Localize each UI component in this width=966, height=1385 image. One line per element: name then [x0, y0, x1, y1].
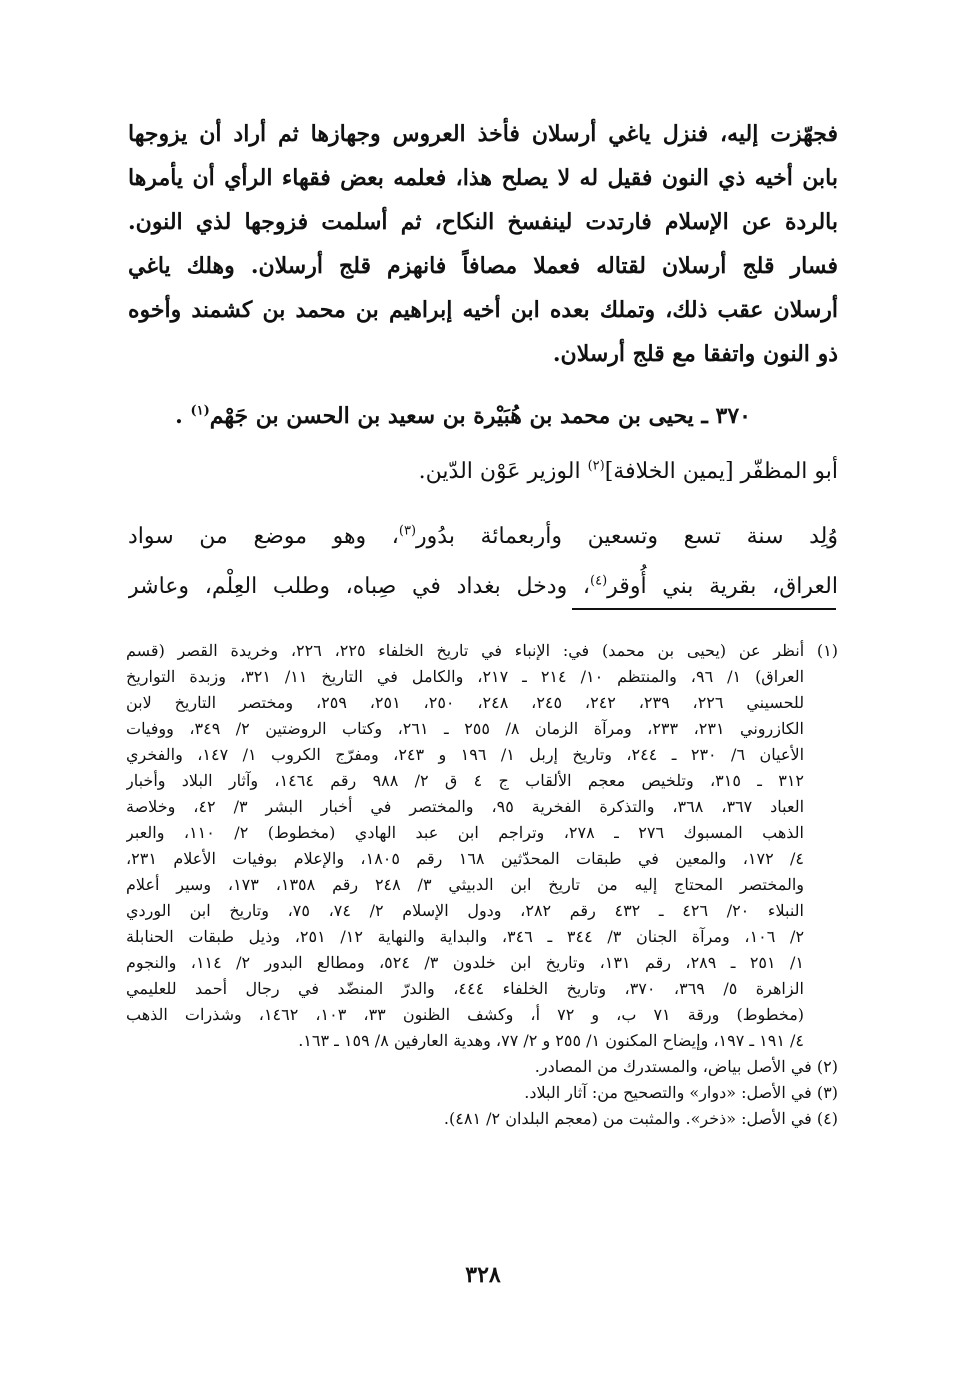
footnote-1-line: الزاهرة ٥/ ٣٦٩، ٣٧٠، وتاريخ الخلفاء ٤٤٤، والدرّ المنضّد في رجال أحمد للعليمي: [126, 979, 805, 998]
footnote-4: (٤) في الأصل: «ذخر». والمثبت من (معجم البلدان ٢/ ٤٨١).: [443, 1109, 838, 1128]
title-text: الوزير عَوْن الدّين.: [418, 459, 588, 484]
entry-body: [128, 512, 838, 612]
footnote-3: (٣) في الأصل: «دوار» والتصحيح من: آثار البلاد.: [524, 1083, 838, 1102]
body-line: بابن أخيه ذي النون فقيل له لا يصلح هذا، فعلمه بعض فقهاء الرأي أن يأمرها: [128, 165, 838, 191]
footnote-1-line: العباد ٣٦٧، ٣٦٨، والتذكرة الفخرية ٩٥، والمختصر في أخبار البشر ٣/ ٤٢، وخلاصة: [126, 797, 805, 816]
footnote-1-line: ٣١٢ ـ ٣١٥، وتلخيص معجم الألقاب ج ٤ ق ٢/ ٩٨٨ رقم ١٤٦٤، وآثار البلاد وأخبار: [126, 771, 804, 790]
entry-line: [128, 562, 838, 612]
footnote-1-line: والمختصر المحتاج إليه من تاريخ ابن الدبيثي ٣/ ٢٤٨ رقم ١٣٥٨، ١٧٣، وسير أعلام: [126, 875, 805, 894]
body-line: فجهّزت إليه، فنزل ياغي أرسلان فأخذ العروس وجهازها ثم أراد أن يزوجها: [128, 121, 838, 147]
body-line: فسار قلج أرسلان لقتاله فعملا مصافاً فانهزم قلج أرسلان. وهلك ياغي: [128, 253, 838, 279]
footnote-1-line: ٢/ ١٠٦، ومرآة الجنان ٣/ ٣٤٤ ـ ٣٤٦، والبداية والنهاية ١٢/ ٢٥١، وذيل طبقات الحنابلة: [126, 927, 805, 946]
footnote-1-line: للحسيني ٢٢٦، ٢٣٩، ٢٤٢، ٢٤٥، ٢٤٨، ٢٥٠، ٢٥١، ٢٥٩، ومختصر التاريخ لابن: [126, 693, 805, 712]
footnote-ref: (٤): [590, 573, 608, 589]
footnote-1-line: العراق) ١/ ٩٦، والمنتظم ١٠/ ٢١٤ ـ ٢١٧، والكامل في التاريخ ١١/ ٣٢١، وزبدة التواريخ: [126, 667, 805, 686]
body-paragraph: [128, 112, 838, 376]
body-line: ذو النون واتفقا مع قلج أرسلان.: [552, 341, 838, 367]
footnote-1-line: ٤/ ١٧٢، والمعين في طبقات المحدّثين ١٦٨ رقم ١٨٠٥، والإعلام بوفيات الأعلام ٢٣١،: [126, 849, 805, 868]
entry-line: [128, 512, 838, 562]
footnote-ref: (٢): [587, 458, 605, 474]
footnote-1-line: (مخطوط) ورقة ٧١ ب، و ٧٢ أ، وكشف الظنون ٣٣، ١٠٣، ١٤٦٢، وشذرات الذهب: [126, 1005, 805, 1024]
footnote-ref: (١): [190, 403, 210, 419]
entry-kunya-line: [128, 452, 838, 492]
entry-heading-end: .: [175, 403, 191, 429]
entry-heading: [131, 396, 751, 436]
kunya-text: أبو المظفّر [يمين الخلافة]: [604, 459, 838, 484]
footnote-1-line: (١) أنظر عن (يحيى بن محمد) في: الإنباء في تاريخ الخلفاء ٢٢٥، ٢٢٦، وخريدة القصر (قسم: [126, 641, 838, 660]
entry-heading-text: ٣٧٠ ـ يحيى بن محمد بن هُبَيْرة بن سعيد بن الحسن بن جَهْم: [209, 403, 751, 429]
entry-line-text: ، ودخل بغداد في صِباه، وطلب العِلْم، وعاشر: [128, 574, 591, 599]
footnote-1-line: الذهب المسبوك ٢٧٦ ـ ٢٧٨، وتراجم ابن عبد الهادي (مخطوط) ٢/ ١١٠، والعبر: [126, 823, 805, 842]
entry-line-text: ، وهو موضع من سواد: [128, 524, 399, 549]
entry-line-text: العراق، بقرية بني أُوقر: [607, 574, 838, 599]
footnote-2: (٢) في الأصل بياض، والمستدرك من المصادر.: [534, 1057, 838, 1076]
footnotes: [126, 638, 838, 1132]
body-line: بالردة عن الإسلام فارتدت لينفسخ النكاح، ثم أسلمت فزوجها لذي النون.: [128, 209, 838, 235]
footnote-ref: (٣): [398, 523, 417, 539]
page-number: ٣٢٨: [465, 1262, 501, 1288]
entry-line-text: وُلِد سنة تسع وتسعين وأربعمائة بدُور: [416, 524, 838, 549]
footnote-1-line: ١/ ٢٥١ ـ ٢٨٩، رقم ١٣١، وتاريخ ابن خلدون ٣/ ٥٢٤، ومطالع البدور ٢/ ١١٤، والنجوم: [126, 953, 804, 972]
footnote-1-line: ٤/ ١٩١ ـ ١٩٧، وإيضاح المكنون ١/ ٢٥٥ و ٢/ ٧٧، وهدية العارفين ٨/ ١٥٩ ـ ١٦٣.: [298, 1031, 804, 1050]
footnote-1-line: الأعيان ٦/ ٢٣٠ ـ ٢٤٤، وتاريخ إربل ١/ ١٩٦ و ٢٤٣، ومفرّج الكروب ١/ ١٤٧، والفخري: [126, 745, 805, 764]
footnote-1-line: الكازروني ٢٣١، ٢٣٣، ومرآة الزمان ٨/ ٢٥٥ ـ ٢٦١، وكتاب الروضتين ٢/ ٣٤٩، ووفيات: [126, 719, 805, 738]
body-line: أرسلان عقب ذلك، وتملك بعده ابن أخيه إبراهيم بن محمد بن كشمند وأخوه: [128, 297, 838, 323]
footnote-separator: [572, 608, 836, 610]
footnote-1-line: النبلاء ٢٠/ ٤٢٦ ـ ٤٣٢ رقم ٢٨٢، ودول الإسلام ٢/ ٧٤، ٧٥، وتاريخ ابن الوردي: [126, 901, 804, 920]
